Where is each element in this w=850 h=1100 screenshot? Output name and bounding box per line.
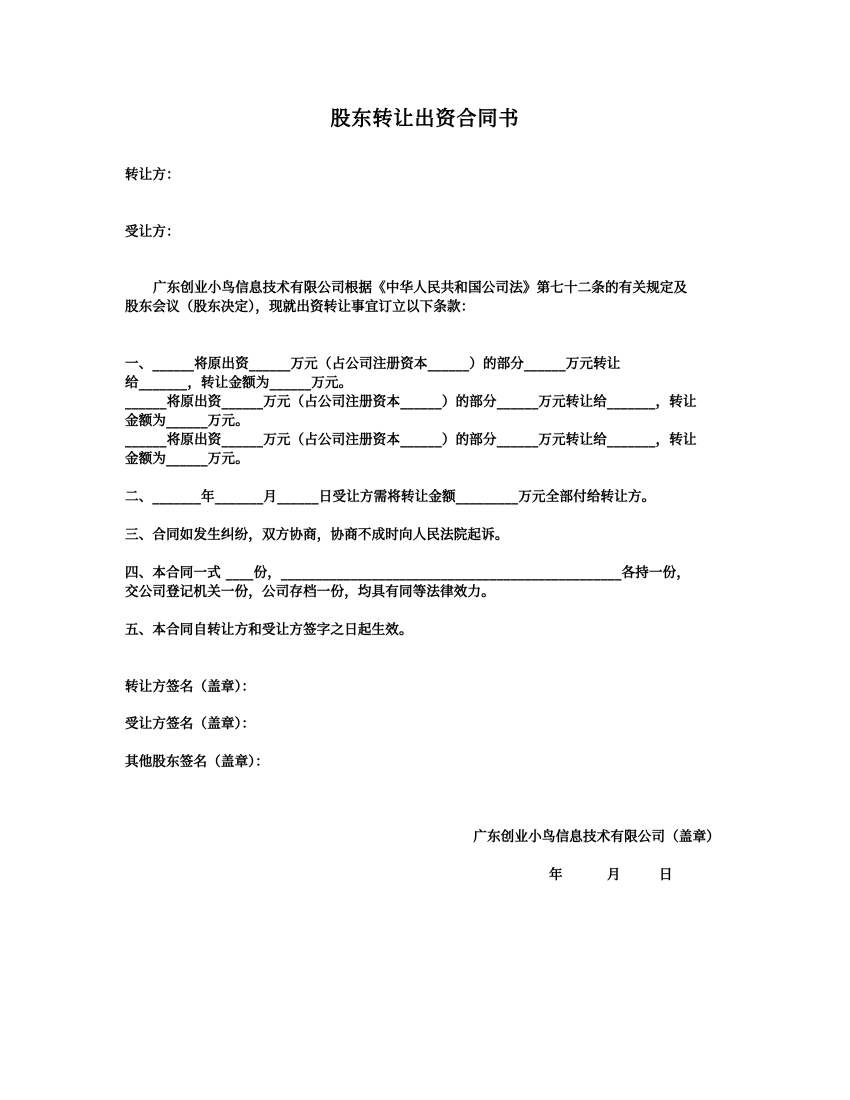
other-shareholders-signature: 其他股东签名（盖章）：	[125, 754, 269, 770]
date-month: 月	[607, 867, 621, 883]
preamble-line-1: 广东创业小鸟信息技术有限公司根据《中华人民共和国公司法》第七十二条的有关规定及	[153, 280, 688, 296]
date-year: 年	[549, 867, 563, 883]
clause-2: 二、_______年_______月______日受让方需将转让金额_________万元全部付给转让方。	[125, 489, 656, 505]
clause-1-line-2: 给_______，转让金额为______万元。	[125, 375, 353, 391]
transferor-label: 转让方：	[125, 167, 180, 183]
transferee-signature: 受让方签名（盖章）：	[125, 716, 256, 732]
clause-1-line-5: ______将原出资______万元（占公司注册资本______）的部分______万元转让给_______，转让	[125, 432, 697, 448]
clause-5: 五、本合同自转让方和受让方签字之日起生效。	[125, 622, 413, 638]
preamble-line-2: 股东会议（股东决定），现就出资转让事宜订立以下条款：	[125, 299, 475, 315]
clause-4-line-2: 交公司登记机关一份，公司存档一份，均具有同等法律效力。	[125, 584, 495, 600]
clause-4-line-1: 四、本合同一式 ____份，_________________________________________________各持一份，	[125, 565, 691, 581]
company-seal: 广东创业小鸟信息技术有限公司（盖章）	[473, 829, 720, 845]
clause-1-line-4: 金额为______万元。	[125, 413, 249, 429]
clause-3: 三、合同如发生纠纷，双方协商，协商不成时向人民法院起诉。	[125, 527, 509, 543]
document-title: 股东转让出资合同书	[330, 106, 520, 130]
clause-1-line-1: 一、______将原出资______万元（占公司注册资本______）的部分______万元转让	[125, 356, 621, 372]
transferee-label: 受让方：	[125, 224, 180, 240]
clause-1-line-6: 金额为______万元。	[125, 451, 249, 467]
date-day: 日	[659, 867, 673, 883]
clause-1-line-3: ______将原出资______万元（占公司注册资本______）的部分______万元转让给_______，转让	[125, 394, 697, 410]
transferor-signature: 转让方签名（盖章）：	[125, 679, 256, 695]
